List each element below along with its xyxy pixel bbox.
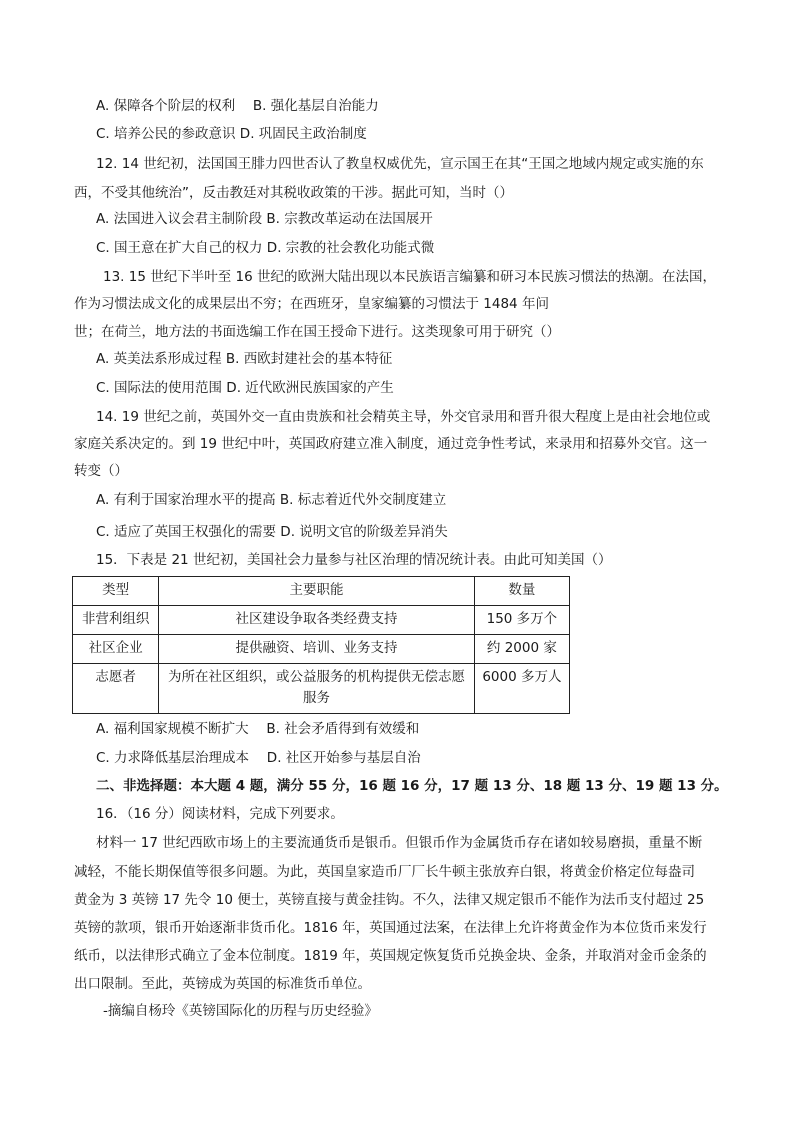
q14-options-cd: C. 适应了英国王权强化的需要 D. 说明文官的阶级差异消失 — [96, 524, 448, 540]
q14-options-ab: A. 有利于国家治理水平的提高 B. 标志着近代外交制度建立 — [96, 492, 447, 508]
table-cell: 提供融资、培训、业务支持 — [159, 635, 475, 664]
q14-stem-line1: 14. 19 世纪之前，英国外交一直由贵族和社会精英主导，外交官录用和晋升很大程度上是由社会地位或 — [96, 409, 711, 425]
table-row — [73, 664, 570, 714]
q12-stem-line1: 12. 14 世纪初，法国国王腓力四世否认了教皇权威优先，宣示国王在其“王国之地域内规定或实施的东 — [96, 156, 704, 172]
material-citation: -摘编自杨玲《英镑国际化的历程与历史经验》 — [103, 1003, 378, 1019]
q13-stem-line3: 世；在荷兰，地方法的书面选编工作在国王授命下进行。这类现象可用于研究（） — [74, 324, 560, 340]
table-cell: 约 2000 家 — [474, 635, 569, 664]
table-cell: 非营利组织 — [73, 606, 159, 635]
q13-options-cd: C. 国际法的使用范围 D. 近代欧洲民族国家的产生 — [96, 380, 394, 396]
q12-options-ab: A. 法国进入议会君主制阶段 B. 宗教改革运动在法国展开 — [96, 211, 433, 227]
table-cell: 社区企业 — [73, 635, 159, 664]
table-cell: 为所在社区组织，或公益服务的机构提供无偿志愿服务 — [159, 664, 475, 714]
q11-options-ab: A. 保障各个阶层的权利 B. 强化基层自治能力 — [96, 98, 379, 114]
q13-options-ab: A. 英美法系形成过程 B. 西欧封建社会的基本特征 — [96, 351, 393, 367]
table-row — [73, 606, 570, 635]
q11-options-cd: C. 培养公民的参政意识 D. 巩固民主政治制度 — [96, 126, 367, 142]
table-cell: 社区建设争取各类经费支持 — [159, 606, 475, 635]
q15-stats-table — [72, 576, 570, 714]
material-paragraph-line2: 减轻，不能长期保值等很多问题。为此，英国皇家造币厂厂长牛顿主张放弃白银，将黄金价格定位每盎司 — [74, 864, 695, 880]
q13-stem-line2: 作为习惯法成文化的成果层出不穷；在西班牙，皇家编纂的习惯法于 1484 年问 — [74, 296, 549, 312]
section-heading-non-choice: 二、非选择题：本大题 4 题，满分 55 分，16 题 16 分，17 题 13 分、18 题 13 分、19 题 13 分。 — [96, 778, 728, 794]
q12-options-cd: C. 国王意在扩大自己的权力 D. 宗教的社会教化功能式微 — [96, 240, 435, 256]
q13-stem-line1: 13. 15 世纪下半叶至 16 世纪的欧洲大陆出现以本民族语言编纂和研习本民族习惯法的热潮。在法国， — [103, 269, 716, 285]
q14-stem-line3: 转变（） — [74, 463, 128, 479]
material-paragraph-line4: 英镑的款项，银币开始逐渐非货币化。1816 年，英国通过法案，在法律上允许将黄金作为本位货币来发行 — [74, 920, 707, 936]
table-header-cell: 数量 — [474, 577, 569, 606]
q15-options-ab: A. 福利国家规模不断扩大 B. 社会矛盾得到有效缓和 — [96, 721, 420, 737]
table-header-cell: 主要职能 — [159, 577, 475, 606]
q15-stem: 15．下表是 21 世纪初，美国社会力量参与社区治理的情况统计表。由此可知美国（） — [96, 552, 612, 568]
material-paragraph-line5: 纸币，以法律形式确立了金本位制度。1819 年，英国规定恢复货币兑换金块、金条，并取消对金币金条的 — [74, 948, 707, 964]
table-cell: 150 多万个 — [474, 606, 569, 635]
table-row — [73, 635, 570, 664]
q14-stem-line2: 家庭关系决定的。到 19 世纪中叶，英国政府建立准入制度，通过竞争性考试，来录用和招募外交官。这一 — [74, 436, 708, 452]
table-header-cell: 类型 — [73, 577, 159, 606]
table-cell: 志愿者 — [73, 664, 159, 714]
material-paragraph-line1: 材料一 17 世纪西欧市场上的主要流通货币是银币。但银币作为金属货币存在诸如较易磨损，重量不断 — [96, 835, 703, 851]
q16-instruction: 16．（16 分）阅读材料，完成下列要求。 — [96, 806, 344, 822]
table-header-row — [73, 577, 570, 606]
material-paragraph-line6: 出口限制。至此，英镑成为英国的标准货币单位。 — [74, 976, 371, 992]
q12-stem-line2: 西，不受其他统治”，反击教廷对其税收政策的干涉。据此可知，当时（） — [74, 185, 513, 201]
material-paragraph-line3: 黄金为 3 英镑 17 先令 10 便士，英镑直接与黄金挂钩。不久，法律又规定银币不能作为法币支付超过 25 — [74, 892, 705, 908]
q15-options-cd: C. 力求降低基层治理成本 D. 社区开始参与基层自治 — [96, 750, 421, 766]
table-cell: 6000 多万人 — [474, 664, 569, 714]
